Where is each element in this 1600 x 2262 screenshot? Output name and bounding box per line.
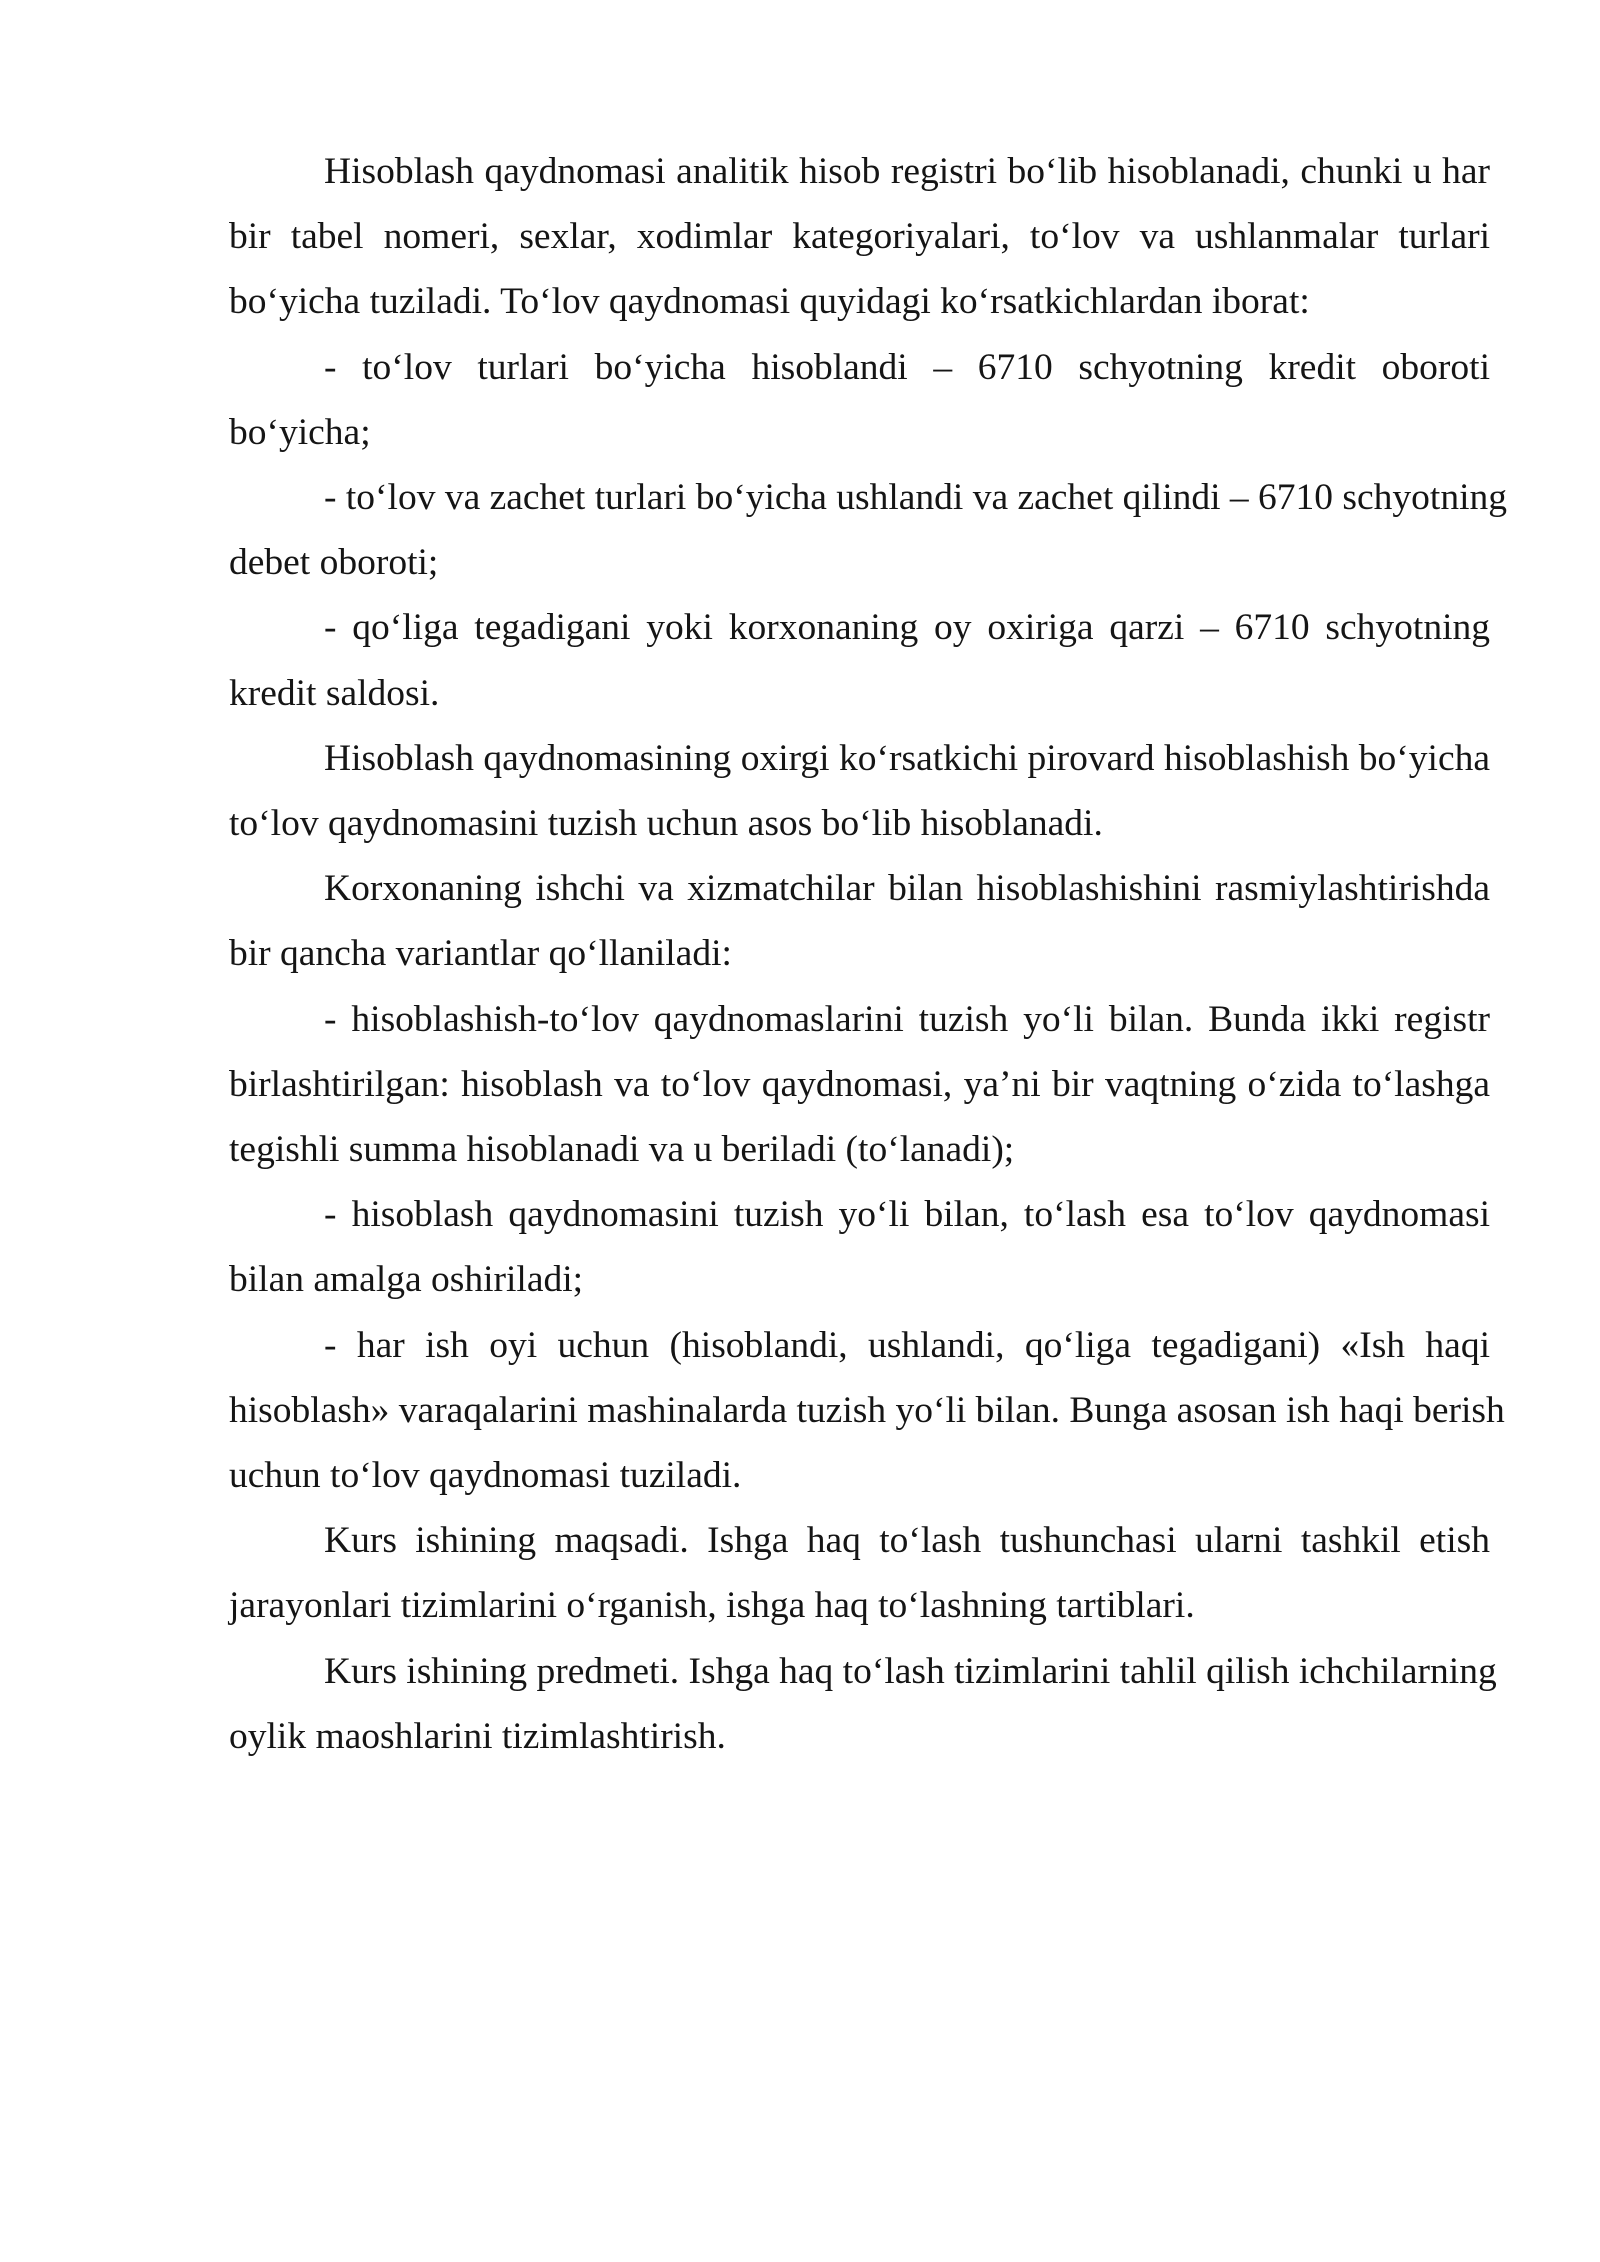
paragraph-course-goal (229, 1508, 1490, 1638)
paragraph-course-subject (229, 1639, 1497, 1769)
text-line: Kurs ishining predmeti. Ishga haq to‘lash tizimlarini tahlil qilish ichchilarning (324, 1650, 1497, 1692)
document-body (229, 139, 1507, 1769)
text-line: to‘lov qaydnomasini tuzish uchun asos bo‘lib hisoblanadi. (229, 803, 1103, 845)
text-line: bo‘yicha; (229, 411, 371, 453)
text-line: debet oboroti; (229, 542, 439, 584)
text-line: jarayonlari tizimlarini o‘rganish, ishga haq to‘lashning tartiblari. (229, 1585, 1195, 1627)
text-line: - hisoblashish-to‘lov qaydnomaslarini tuzish yo‘li bilan. Bunda ikki registr (324, 998, 1490, 1040)
list-item-variant-3 (229, 1313, 1505, 1509)
text-line: Hisoblash qaydnomasining oxirgi ko‘rsatkichi pirovard hisoblashish bo‘yicha (324, 737, 1490, 779)
text-line: uchun to‘lov qaydnomasi tuziladi. (229, 1455, 742, 1497)
text-line: - to‘lov turlari bo‘yicha hisoblandi – 6710 schyotning kredit oboroti (324, 346, 1490, 388)
text-line: - har ish oyi uchun (hisoblandi, ushlandi, qo‘liga tegadigani) «Ish haqi (324, 1324, 1490, 1366)
text-line: birlashtirilgan: hisoblash va to‘lov qaydnomasi, ya’ni bir vaqtning o‘zida to‘lashga (229, 1063, 1490, 1105)
text-line: - qo‘liga tegadigani yoki korxonaning oy oxiriga qarzi – 6710 schyotning (324, 607, 1490, 649)
text-line: tegishli summa hisoblanadi va u beriladi (to‘lanadi); (229, 1129, 1015, 1171)
text-line: hisoblash» varaqalarini mashinalarda tuzish yo‘li bilan. Bunga asosan ish haqi berish (229, 1389, 1505, 1431)
paragraph-payroll-register (229, 139, 1490, 335)
list-item-withheld (229, 465, 1507, 595)
text-line: - hisoblash qaydnomasini tuzish yo‘li bilan, to‘lash esa to‘lov qaydnomasi (324, 1194, 1490, 1236)
text-line: bilan amalga oshiriladi; (229, 1259, 584, 1301)
text-line: kredit saldosi. (229, 672, 440, 714)
text-line: bir tabel nomeri, sexlar, xodimlar kategoriyalari, to‘lov va ushlanmalar turlari (229, 216, 1490, 258)
text-line: oylik maoshlarini tizimlashtirish. (229, 1715, 726, 1757)
text-line: bo‘yicha tuziladi. To‘lov qaydnomasi quyidagi ko‘rsatkichlardan iborat: (229, 281, 1310, 323)
text-line: Hisoblash qaydnomasi analitik hisob registri bo‘lib hisoblanadi, chunki u har (324, 151, 1490, 192)
paragraph-final-indicator (229, 726, 1490, 856)
list-item-variant-2 (229, 1182, 1490, 1312)
paragraph-variants (229, 856, 1490, 986)
list-item-net-pay (229, 595, 1490, 725)
text-line: Korxonaning ishchi va xizmatchilar bilan hisoblashishini rasmiylashtirishda (324, 868, 1490, 910)
text-line: Kurs ishining maqsadi. Ishga haq to‘lash tushunchasi ularni tashkil etish (324, 1520, 1490, 1562)
list-item-accrued (229, 335, 1490, 465)
text-line: bir qancha variantlar qo‘llaniladi: (229, 933, 732, 975)
list-item-variant-1 (229, 987, 1490, 1183)
text-line: - to‘lov va zachet turlari bo‘yicha ushlandi va zachet qilindi – 6710 schyotning (324, 477, 1507, 519)
